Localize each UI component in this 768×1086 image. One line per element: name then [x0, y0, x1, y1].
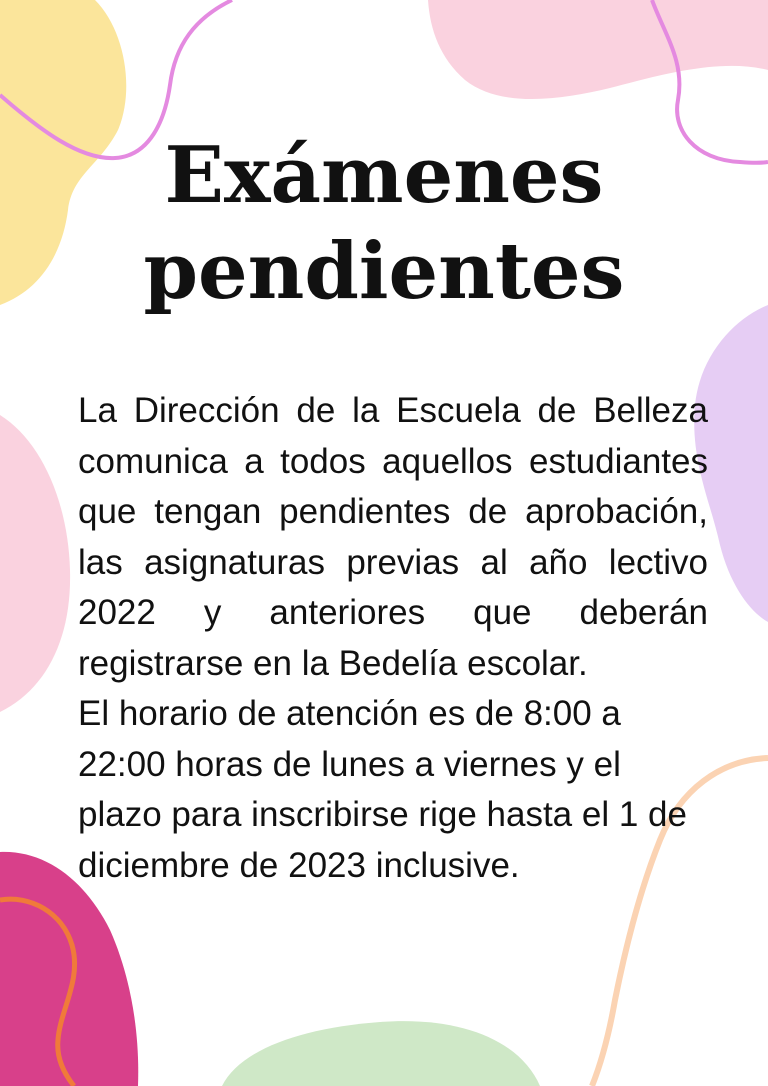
pink-blob-left — [0, 415, 70, 712]
title-line-1: Exámenes — [164, 130, 604, 221]
announcement-paragraph-1: La Dirección de la Escuela de Belleza comunica a todos aquellos estudiantes que tengan pendientes de aprobación, las asignaturas previas al año lectivo 2022 y anteriores que deberán registrarse en la Bedelía escolar. — [78, 391, 708, 683]
green-blob — [222, 1021, 540, 1086]
page-title — [0, 128, 768, 320]
announcement-paragraph-2: El horario de atención es de 8:00 a 22:00 horas de lunes a viernes y el plazo para inscribirse rige hasta el 1 de diciembre de 2023 inclusive. — [78, 694, 687, 885]
pink-blob-top — [428, 0, 768, 99]
announcement-body — [78, 386, 708, 891]
title-line-2: pendientes — [143, 226, 625, 317]
